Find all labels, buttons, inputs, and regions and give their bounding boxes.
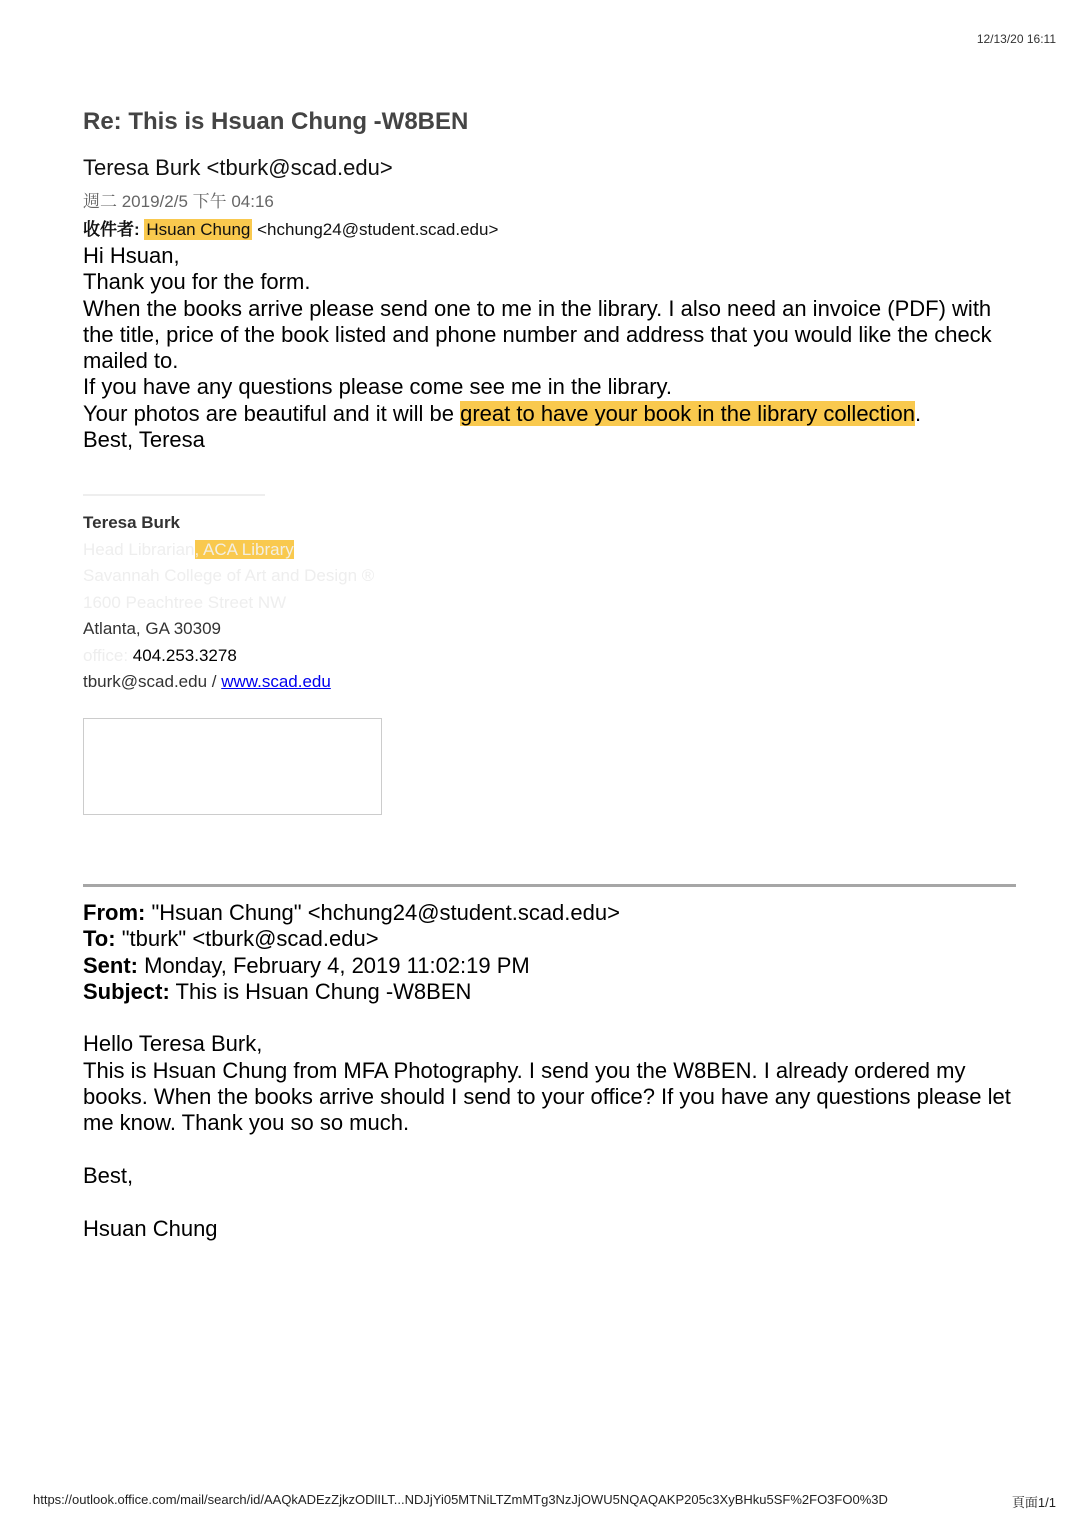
signature-phone: 404.253.3278 (128, 645, 237, 665)
body-closing: Best, Teresa (83, 427, 205, 453)
signature-street: 1600 Peachtree Street NW (83, 592, 287, 612)
spacer (83, 1189, 1023, 1215)
email-subject: Re: This is Hsuan Chung -W8BEN (83, 108, 469, 135)
quoted-message (83, 900, 1023, 1242)
recipient-line (83, 215, 498, 240)
website-link[interactable]: www.scad.edu (221, 672, 331, 691)
body-text: Your photos are beautiful and it will be (83, 400, 461, 426)
quoted-subject-line (83, 979, 1023, 1005)
recipient-email: <hchung24@student.scad.edu> (257, 220, 499, 239)
body-line: When the books arrive please send one to me in the library. I also need an invoice (PDF) with the title, price of the book listed and phone number and address that you would like the check mailed to. (83, 295, 992, 374)
body-line: Thank you for the form. (83, 269, 311, 295)
signature-divider (83, 494, 265, 496)
quoted-from-label: From: (83, 900, 146, 925)
body-greeting: Hi Hsuan, (83, 243, 180, 268)
quoted-from-line (83, 900, 1023, 926)
signature-title: Head Librarian (83, 539, 195, 559)
highlighted-text: great to have your book in the library collection (460, 400, 916, 426)
email-sender[interactable]: Teresa Burk <tburk@scad.edu> (83, 155, 393, 180)
signature-separator: / (207, 672, 222, 691)
body-text: . (915, 400, 922, 426)
signature-block (83, 510, 374, 696)
signature-office-label: office: (83, 645, 129, 665)
quoted-sent-line (83, 953, 1023, 979)
signature-city: Atlanta, GA 30309 (83, 619, 221, 638)
quoted-closing: Best, (83, 1162, 134, 1188)
quoted-greeting: Hello Teresa Burk, (83, 1031, 263, 1057)
footer-page-number: 頁面1/1 (1011, 1495, 1056, 1510)
signature-name: Teresa Burk (83, 513, 181, 532)
spacer (83, 1137, 1023, 1163)
signature-library: , ACA Library (194, 539, 294, 559)
email-date: 週二 2019/2/5 下午 04:16 (83, 192, 274, 211)
signature-title-line (83, 537, 374, 564)
email-body (83, 243, 1023, 453)
quoted-signoff: Hsuan Chung (83, 1215, 218, 1241)
recipient-label: 收件者: (83, 220, 140, 239)
signature-contact-line (83, 669, 374, 696)
image-placeholder (83, 718, 382, 815)
quoted-subject-value: This is Hsuan Chung -W8BEN (169, 978, 472, 1004)
print-timestamp: 12/13/20 16:11 (976, 32, 1056, 46)
body-line: If you have any questions please come see me in the library. (83, 374, 673, 400)
signature-phone-line (83, 643, 374, 670)
quoted-to-line (83, 926, 1023, 952)
footer-url: https://outlook.office.com/mail/search/id/AAQkADEzZjkzODlILT...NDJjYi05MTNiLTZmMTg3NzJjOWU5NQAQAKP205c3XyBHku5SF%2FO3FO0%3D (33, 1492, 888, 1507)
quoted-to-value: "tburk" <tburk@scad.edu> (115, 926, 379, 952)
quoted-divider (83, 884, 1016, 887)
quoted-from-value: "Hsuan Chung" <hchung24@student.scad.edu> (145, 900, 620, 925)
quoted-subject-label: Subject: (83, 978, 170, 1004)
quoted-body: This is Hsuan Chung from MFA Photography. I send you the W8BEN. I already ordered my books. When the books arrive should I send to your office? If you have any questions please let me know. Thank you so so much. (83, 1057, 1011, 1136)
quoted-to-label: To: (83, 926, 116, 952)
signature-email: tburk@scad.edu (83, 672, 208, 691)
quoted-sent-value: Monday, February 4, 2019 11:02:19 PM (138, 952, 530, 978)
body-line-highlighted (83, 401, 1023, 427)
spacer (83, 1005, 1023, 1031)
quoted-sent-label: Sent: (83, 952, 138, 978)
recipient-name[interactable]: Hsuan Chung (146, 220, 251, 239)
signature-org: Savannah College of Art and Design ® (83, 566, 375, 585)
